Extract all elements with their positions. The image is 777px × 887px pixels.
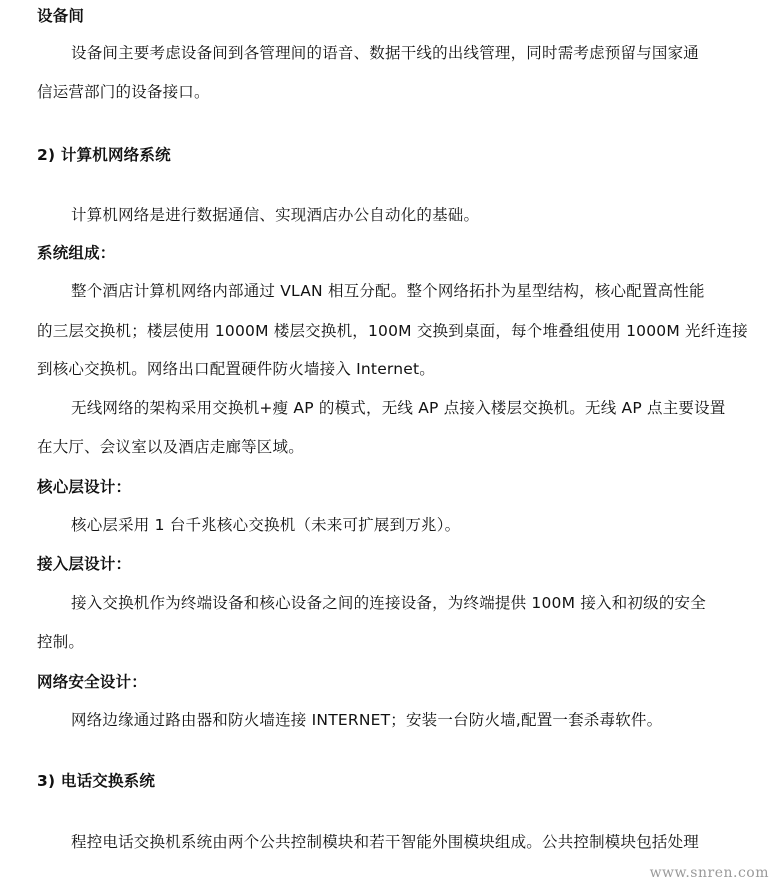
heading-core-layer: 核心层设计： (37, 478, 132, 496)
heading-telephone-switching: 3) 电话交换系统 (37, 772, 156, 790)
paragraph-line: 接入交换机作为终端设备和核心设备之间的连接设备，为终端提供 100M 接入和初级的安全 (71, 594, 706, 612)
paragraph-line: 计算机网络是进行数据通信、实现酒店办公自动化的基础。 (71, 206, 480, 224)
paragraph-line: 在大厅、会议室以及酒店走廊等区域。 (37, 438, 304, 456)
paragraph-line: 程控电话交换机系统由两个公共控制模块和若干智能外围模块组成。公共控制模块包括处理 (71, 833, 700, 851)
paragraph-line: 信运营部门的设备接口。 (37, 83, 210, 101)
heading-network-security: 网络安全设计： (37, 673, 147, 691)
watermark-text: www.snren.com (649, 865, 769, 881)
paragraph-line: 整个酒店计算机网络内部通过 VLAN 相互分配。整个网络拓扑为星型结构，核心配置高性能 (71, 282, 705, 300)
heading-system-composition: 系统组成： (37, 244, 116, 262)
paragraph-line: 控制。 (37, 633, 85, 651)
paragraph-line: 到核心交换机。网络出口配置硬件防火墙接入 Internet。 (37, 360, 435, 378)
paragraph-line: 的三层交换机；楼层使用 1000M 楼层交换机，100M 交换到桌面，每个堆叠组使用 1000M 光纤连接 (37, 322, 748, 340)
heading-access-layer: 接入层设计： (37, 555, 132, 573)
paragraph-line: 核心层采用 1 台千兆核心交换机（未来可扩展到万兆）。 (71, 516, 461, 534)
heading-computer-network: 2) 计算机网络系统 (37, 146, 171, 164)
paragraph-line: 无线网络的架构采用交换机+瘦 AP 的模式，无线 AP 点接入楼层交换机。无线 AP 点主要设置 (71, 399, 726, 417)
heading-equipment-room: 设备间 (37, 7, 85, 25)
paragraph-line: 设备间主要考虑设备间到各管理间的语音、数据干线的出线管理，同时需考虑预留与国家通 (71, 44, 700, 62)
paragraph-line: 网络边缘通过路由器和防火墙连接 INTERNET；安装一台防火墙,配置一套杀毒软件。 (71, 711, 663, 729)
